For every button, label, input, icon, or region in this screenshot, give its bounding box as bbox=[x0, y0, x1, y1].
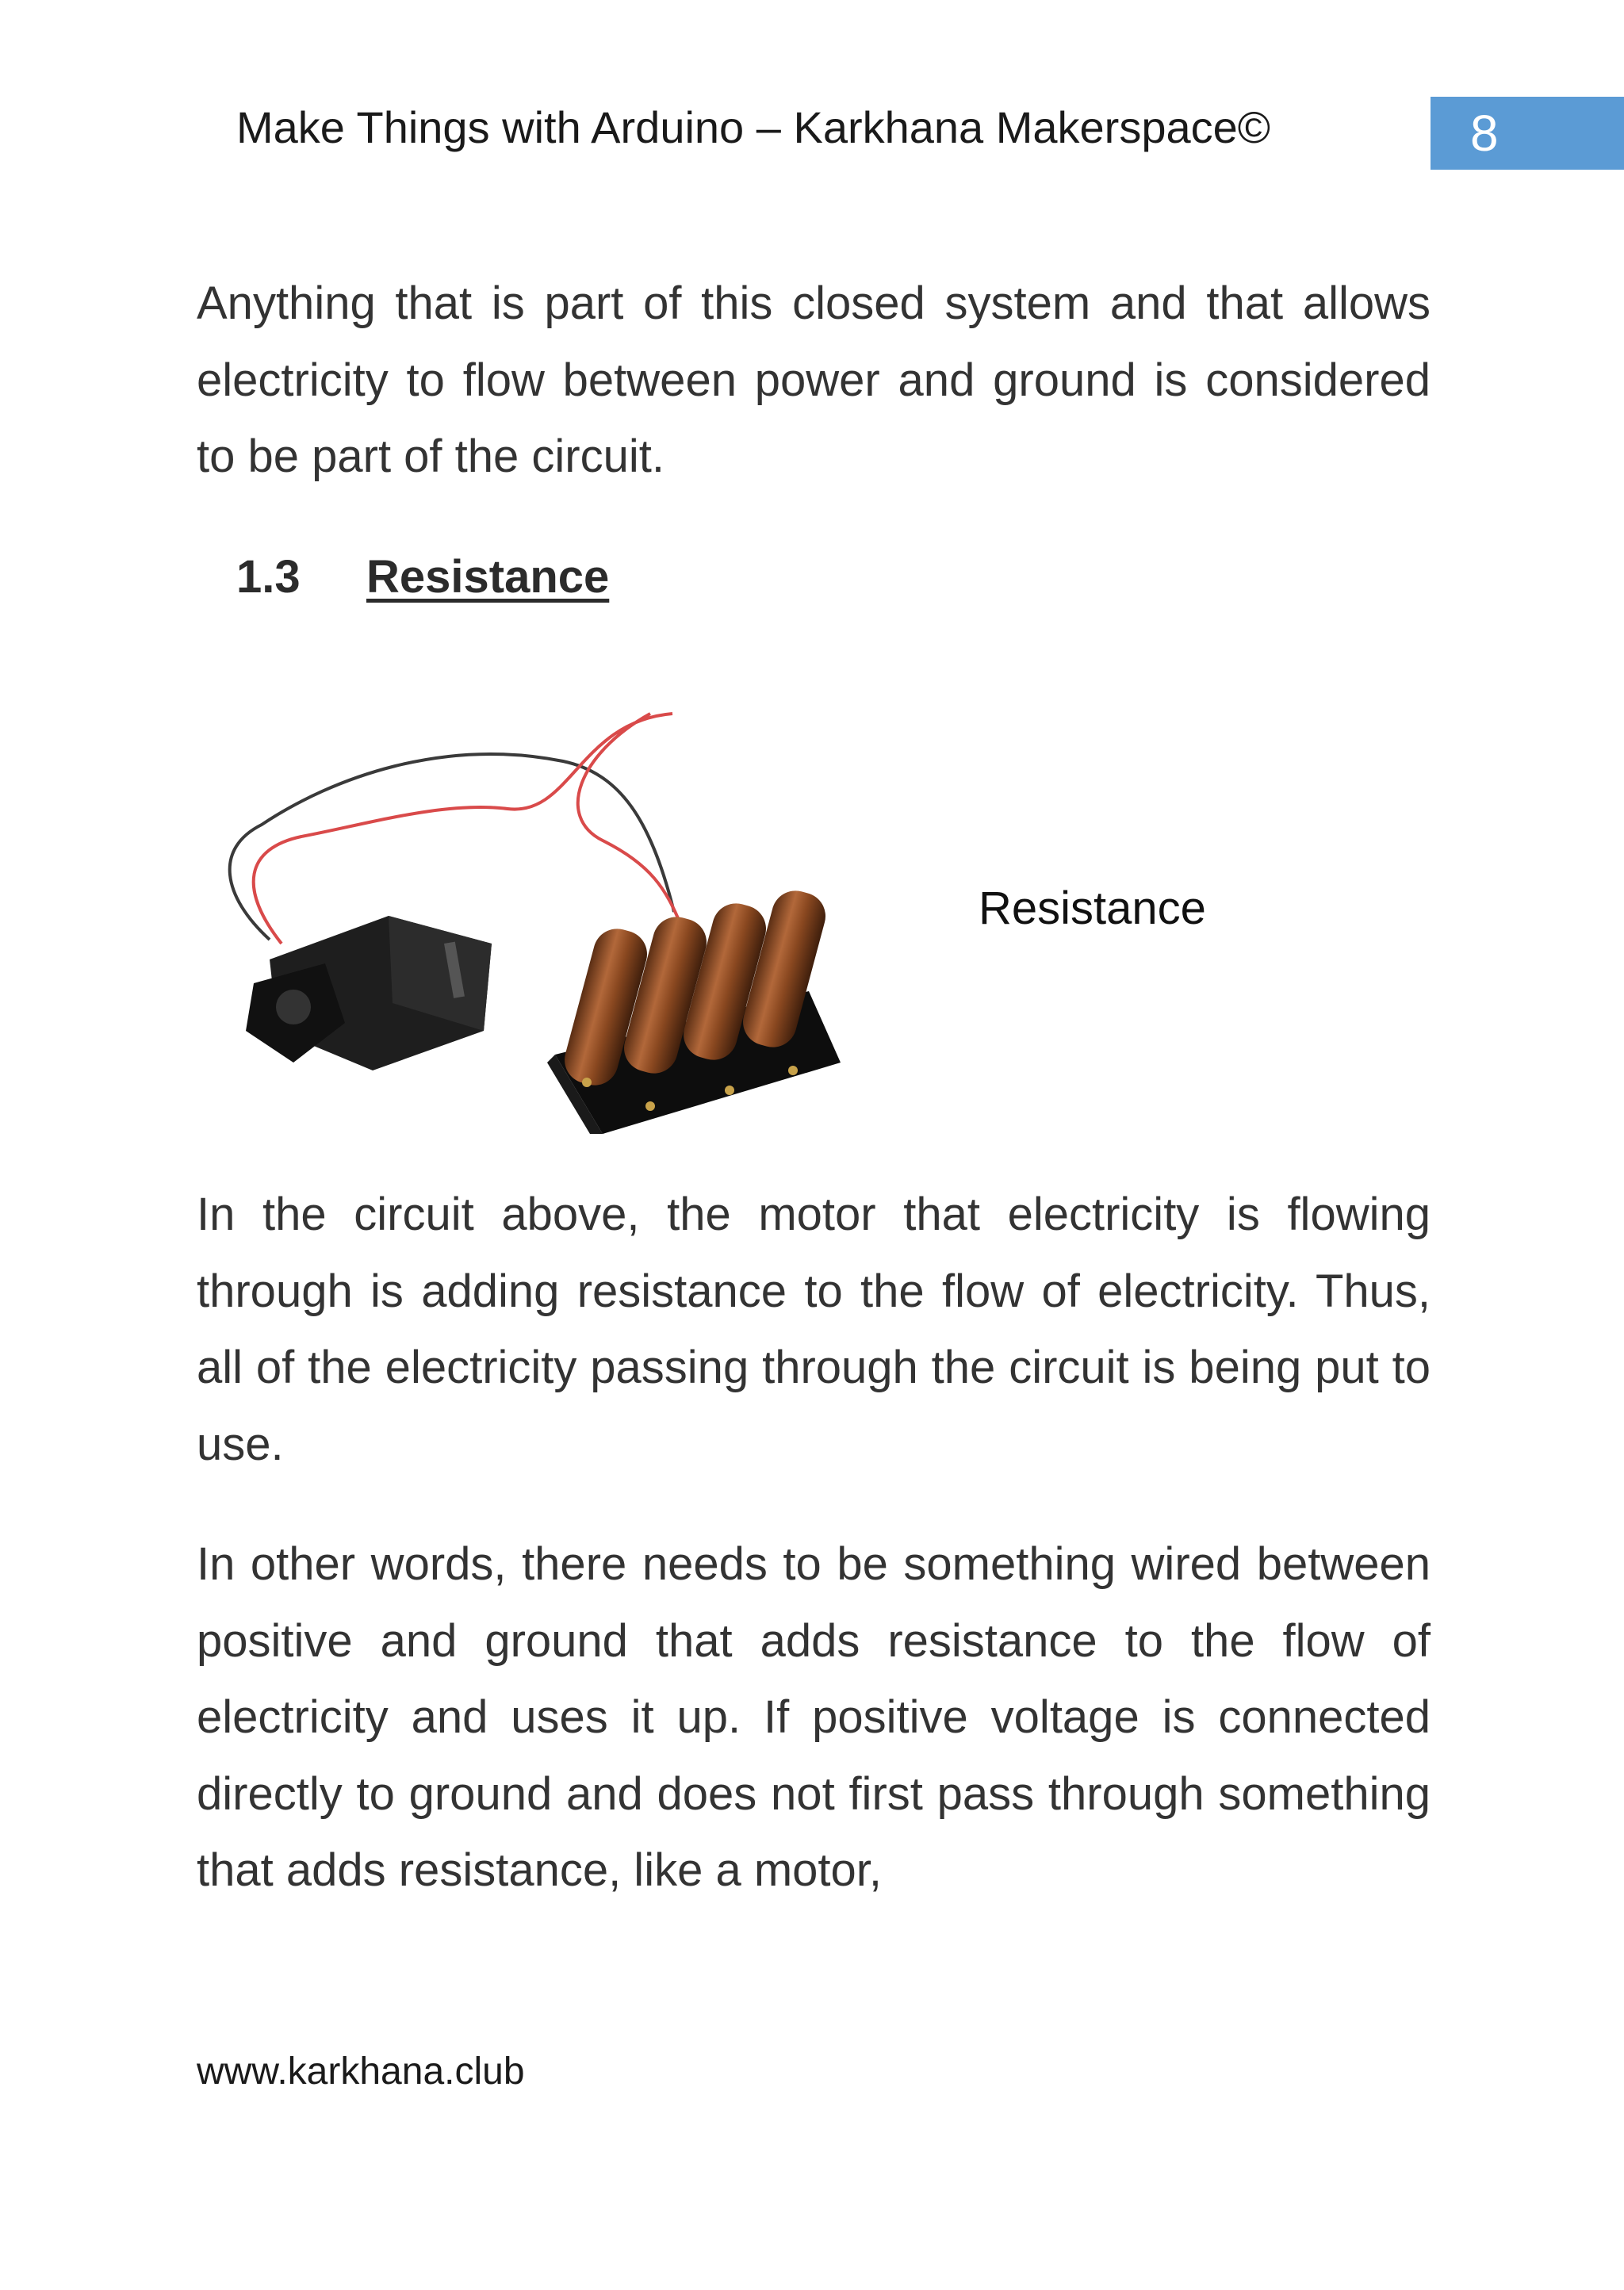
section-heading: Resistance bbox=[366, 551, 610, 603]
paragraph-circuit-definition: Anything that is part of this closed system and that allows electricity to flow between power and ground is considered to be part of the circuit. bbox=[197, 278, 1431, 482]
servo-motor bbox=[246, 916, 492, 1070]
servo-battery-circuit-photo bbox=[206, 690, 880, 1134]
footer-website-url: www.karkhana.club bbox=[197, 2051, 525, 2093]
battery-pack bbox=[547, 886, 841, 1134]
black-wire bbox=[230, 754, 674, 940]
section-number: 1.3 bbox=[236, 551, 301, 603]
figure-caption: Resistance bbox=[979, 883, 1206, 934]
paragraph-short-circuit-warning: In other words, there needs to be something wired between positive and ground that adds resistance to the flow of electricity and uses it up. If positive voltage is connected directly to ground and does not first pass through something that adds resistance, like a motor, bbox=[197, 1538, 1431, 1896]
page-number-badge: 8 bbox=[1431, 97, 1624, 170]
paragraph-motor-resistance: In the circuit above, the motor that electricity is flowing through is adding resistance to the flow of electricity. Thus, all of the electricity passing through the circuit is being put to use. bbox=[197, 1189, 1431, 1470]
red-wire bbox=[254, 714, 682, 944]
running-header-title: Make Things with Arduino – Karkhana Makerspace© bbox=[236, 102, 1271, 152]
